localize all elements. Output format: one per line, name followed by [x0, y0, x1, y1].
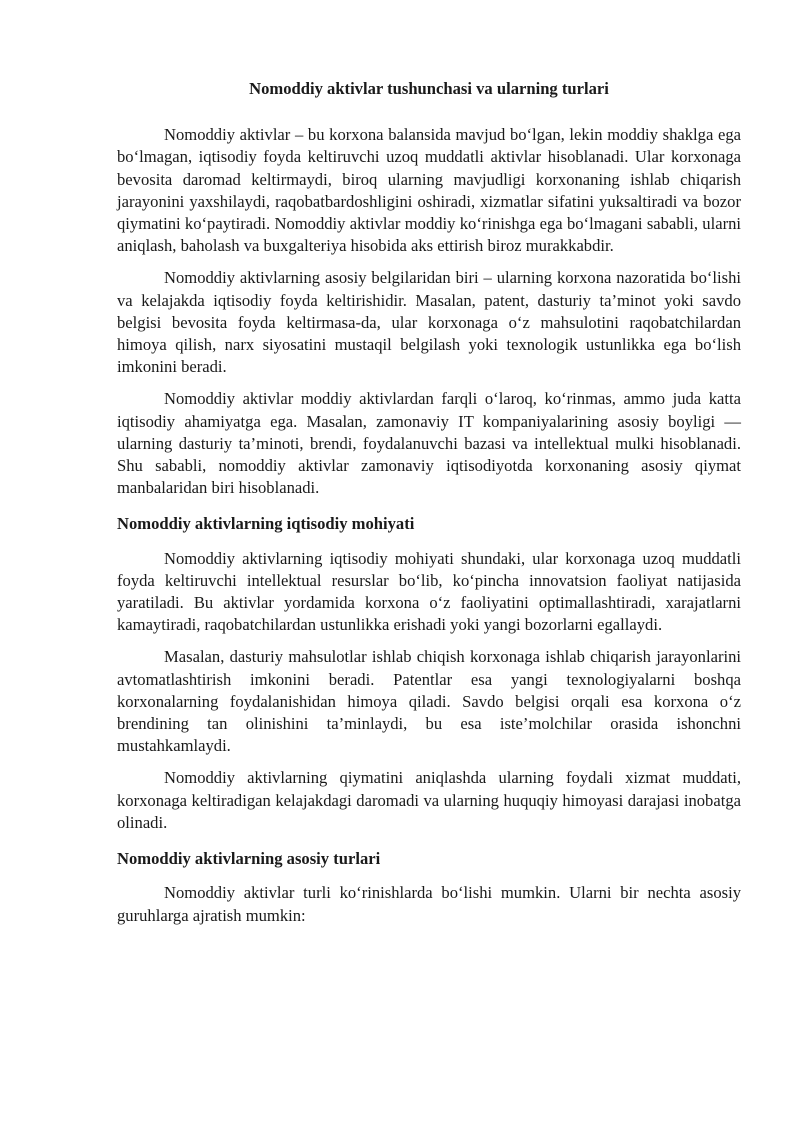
intro-paragraph-2: Nomoddiy aktivlarning asosiy belgilaridan biri – ularning korxona nazoratida bo‘lishi va kelajakda iqtisodiy foyda keltirishidir. Masalan, patent, dasturiy ta’minot yoki savdo belgisi bevosita foyda keltirmasa-da, ular korxonaga o‘z mahsulotini raqobatchilardan himoya qilish, narx siyosatini mustaqil belgilash yoki texnologik ustunlikka ega bo‘lish imkonini beradi. [117, 268, 741, 377]
intro-paragraph-3: Nomoddiy aktivlar moddiy aktivlardan farqli o‘laroq, ko‘rinmas, ammo juda katta iqtisodiy ahamiyatga ega. Masalan, zamonaviy IT kompaniyalarining asosiy boyligi — ularning dasturiy ta’minoti, brendi, foydalanuvchi bazasi va intellektual mulki hisoblanadi. Shu sababli, nomoddiy aktivlar zamonaviy iqtisodiyotda korxonaning asosiy qiymat manbalaridan biri hisoblanadi. [117, 389, 741, 498]
section-heading-main-types: Nomoddiy aktivlarning asosiy turlari [117, 849, 381, 869]
section1-paragraph-1: Nomoddiy aktivlarning iqtisodiy mohiyati shundaki, ular korxonaga uzoq muddatli foyda keltiruvchi intellektual resurslar bo‘lib, ko‘pincha innovatsion faoliyat natijasida yaratiladi. Bu aktivlar yordamida korxona o‘z faoliyatini optimallashtiradi, xarajatlarni kamaytiradi, raqobatchilardan ustunlikka erishadi yoki yangi bozorlarni egallaydi. [117, 548, 741, 635]
section-heading-economic-essence: Nomoddiy aktivlarning iqtisodiy mohiyati [117, 514, 415, 534]
section2-paragraph-1: Nomoddiy aktivlar turli ko‘rinishlarda bo‘lishi mumkin. Ularni bir nechta asosiy guruhlarga ajratish mumkin: [117, 883, 741, 925]
document-title: Nomoddiy aktivlar tushunchasi va ularning turlari [249, 79, 609, 98]
section1-paragraph-2: Masalan, dasturiy mahsulotlar ishlab chiqish korxonaga ishlab chiqarish jarayonlarini avtomatlashtirish imkonini beradi. Patentlar esa yangi texnologiyalarni boshqa korxonalarning foydalanishidan himoya qiladi. Savdo belgisi orqali esa korxona o‘z brendining tan olinishini ta’minlaydi, bu esa iste’molchilar orasida ishonchni mustahkamlaydi. [117, 647, 741, 756]
intro-paragraph-1: Nomoddiy aktivlar – bu korxona balansida mavjud bo‘lgan, lekin moddiy shaklga ega bo‘lmagan, iqtisodiy foyda keltiruvchi uzoq muddatli aktivlar hisoblanadi. Ular korxonaga bevosita daromad keltirmaydi, biroq ularning mavjudligi korxonaning ishlab chiqarish jarayonini yaxshilaydi, raqobatbardoshligini oshiradi, xizmatlar sifatini yuksaltiradi va bozor qiymatini ko‘paytiradi. Nomoddiy aktivlar moddiy ko‘rinishga ega bo‘lmagani sababli, ularni aniqlash, baholash va buxgalteriya hisobida aks ettirish biroz murakkabdir. [117, 125, 741, 256]
document-page [117, 78, 741, 937]
section1-paragraph-3: Nomoddiy aktivlarning qiymatini aniqlashda ularning foydali xizmat muddati, korxonaga keltiradigan kelajakdagi daromadi va ularning huquqiy himoyasi darajasi inobatga olinadi. [117, 768, 741, 832]
